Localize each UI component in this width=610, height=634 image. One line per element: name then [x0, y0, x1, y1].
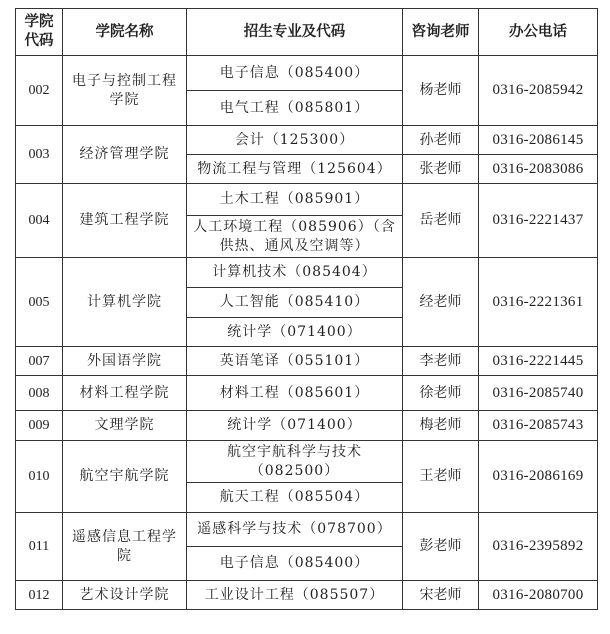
header-teacher: 咨询老师 — [403, 9, 479, 56]
college-name-cell: 航空宇航学院 — [63, 441, 187, 513]
major-cell: 电子信息（085400） — [187, 56, 403, 91]
college-code-cell: 012 — [16, 581, 63, 610]
phone-cell: 0316-2221361 — [479, 258, 598, 347]
phone-cell: 0316-2085942 — [479, 56, 598, 126]
college-code-cell: 007 — [16, 347, 63, 376]
header-college: 学院名称 — [63, 9, 187, 56]
teacher-cell: 王老师 — [403, 441, 479, 513]
table-row — [16, 581, 598, 610]
phone-cell: 0316-2085743 — [479, 411, 598, 441]
college-name-cell: 遥感信息工程学院 — [63, 513, 187, 581]
college-code-cell: 008 — [16, 376, 63, 411]
major-cell: 计算机技术（085404） — [187, 258, 403, 288]
teacher-cell: 杨老师 — [403, 56, 479, 126]
teacher-cell: 李老师 — [403, 347, 479, 376]
major-cell: 航空宇航科学与技术（082500） — [187, 441, 403, 483]
phone-cell: 0316-2080700 — [479, 581, 598, 610]
table-row — [16, 126, 598, 155]
college-code-cell: 005 — [16, 258, 63, 347]
college-code-cell: 002 — [16, 56, 63, 126]
phone-cell: 0316-2083086 — [479, 155, 598, 184]
college-name-cell: 经济管理学院 — [63, 126, 187, 184]
header-majors: 招生专业及代码 — [187, 9, 403, 56]
header-phone: 办公电话 — [479, 9, 598, 56]
college-name-cell: 艺术设计学院 — [63, 581, 187, 610]
college-name-cell: 建筑工程学院 — [63, 184, 187, 258]
major-cell: 统计学（071400） — [187, 318, 403, 347]
table-row — [16, 347, 598, 376]
major-cell: 土木工程（085901） — [187, 184, 403, 216]
table-row — [16, 184, 598, 216]
teacher-cell: 梅老师 — [403, 411, 479, 441]
college-name-cell: 文理学院 — [63, 411, 187, 441]
major-cell: 人工智能（085410） — [187, 288, 403, 318]
phone-cell: 0316-2086145 — [479, 126, 598, 155]
phone-cell: 0316-2395892 — [479, 513, 598, 581]
college-name-cell: 计算机学院 — [63, 258, 187, 347]
teacher-cell: 经老师 — [403, 258, 479, 347]
major-cell: 英语笔译（055101） — [187, 347, 403, 376]
teacher-cell: 彭老师 — [403, 513, 479, 581]
major-cell: 物流工程与管理（125604） — [187, 155, 403, 184]
phone-cell: 0316-2085740 — [479, 376, 598, 411]
phone-cell: 0316-2221445 — [479, 347, 598, 376]
admissions-contact-table-wrapper — [15, 8, 598, 610]
major-cell: 遥感科学与技术（078700） — [187, 513, 403, 547]
major-cell: 统计学（071400） — [187, 411, 403, 441]
college-code-cell: 009 — [16, 411, 63, 441]
table-row — [16, 441, 598, 483]
major-cell: 材料工程（085601） — [187, 376, 403, 411]
teacher-cell: 徐老师 — [403, 376, 479, 411]
major-cell: 电子信息（085400） — [187, 547, 403, 581]
college-code-cell: 010 — [16, 441, 63, 513]
teacher-cell: 孙老师 — [403, 126, 479, 155]
table-row — [16, 258, 598, 288]
college-code-cell: 004 — [16, 184, 63, 258]
table-row — [16, 513, 598, 547]
major-cell: 会计（125300） — [187, 126, 403, 155]
admissions-contact-table — [15, 8, 598, 610]
major-cell: 工业设计工程（085507） — [187, 581, 403, 610]
major-cell: 人工环境工程（085906）（含供热、通风及空调等） — [187, 216, 403, 258]
header-row — [16, 9, 598, 56]
header-code: 学院 代码 — [16, 9, 63, 56]
college-name-cell: 外国语学院 — [63, 347, 187, 376]
college-name-cell: 材料工程学院 — [63, 376, 187, 411]
table-row — [16, 56, 598, 91]
college-code-cell: 003 — [16, 126, 63, 184]
table-row — [16, 411, 598, 441]
college-code-cell: 011 — [16, 513, 63, 581]
phone-cell: 0316-2086169 — [479, 441, 598, 513]
phone-cell: 0316-2221437 — [479, 184, 598, 258]
college-name-cell: 电子与控制工程学院 — [63, 56, 187, 126]
major-cell: 电气工程（085801） — [187, 91, 403, 126]
teacher-cell: 张老师 — [403, 155, 479, 184]
table-row — [16, 376, 598, 411]
teacher-cell: 岳老师 — [403, 184, 479, 258]
teacher-cell: 宋老师 — [403, 581, 479, 610]
major-cell: 航天工程（085504） — [187, 483, 403, 513]
